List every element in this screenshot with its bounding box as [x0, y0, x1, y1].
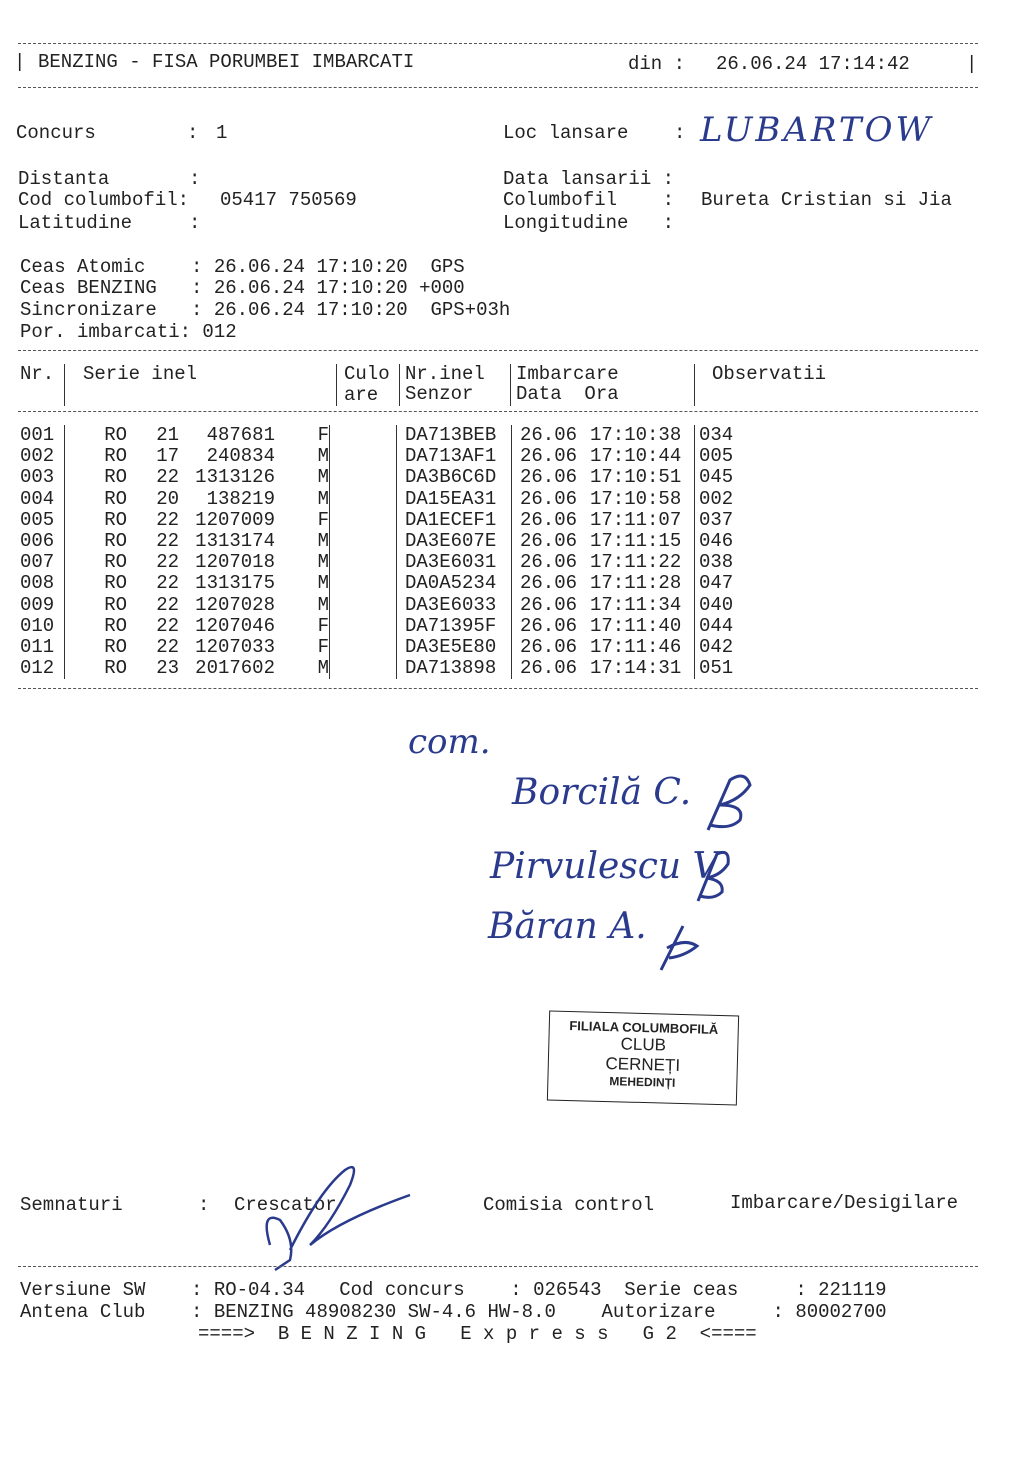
cell-culoare	[334, 573, 397, 594]
header-title: BENZING - FISA PORUMBEI IMBARCATI	[38, 51, 415, 73]
footer-top-rule	[18, 1266, 978, 1267]
cell-sex: M	[317, 657, 329, 680]
cell-sensor: DA3E5E80	[405, 636, 497, 659]
ceas-benzing: Ceas BENZING : 26.06.24 17:10:20 +000	[20, 277, 465, 299]
top-rule	[18, 43, 978, 44]
columbofil-value: Bureta Cristian si Jia	[701, 189, 952, 211]
cell-obs: 045	[699, 466, 734, 489]
cell-ring: 138219	[206, 487, 275, 510]
cell-obs: 040	[699, 593, 734, 616]
col-observatii-header: Observatii	[712, 363, 827, 385]
col-serie-header: Serie inel	[83, 363, 198, 385]
cell-date: 26.06	[520, 508, 578, 531]
cell-sex: M	[317, 593, 329, 616]
cell-country: RO	[104, 487, 127, 510]
cell-time: 17:10:58	[590, 487, 682, 510]
cell-culoare	[334, 510, 397, 531]
sincronizare: Sincronizare : 26.06.24 17:10:20 GPS+03h	[20, 299, 511, 321]
cell-year: 21	[156, 424, 179, 446]
col-culoare-header-2: are	[344, 384, 379, 406]
cell-obs: 005	[699, 445, 734, 468]
cell-culoare	[334, 552, 397, 573]
cell-time: 17:11:34	[590, 593, 682, 616]
cell-ring: 240834	[206, 445, 275, 468]
cell-culoare	[334, 446, 397, 467]
versiune-sw-line: Versiune SW : RO-04.34 Cod concurs : 026543 Serie ceas : 221119	[20, 1279, 887, 1301]
cell-year: 22	[156, 466, 179, 489]
antena-club-line: Antena Club : BENZING 48908230 SW-4.6 HW-8.0 Autorizare : 80002700	[20, 1301, 887, 1323]
cell-year: 17	[156, 445, 179, 468]
cell-date: 26.06	[520, 657, 578, 680]
cell-time: 17:11:28	[590, 572, 682, 595]
col-nrinel-header: Nr.inel	[405, 363, 485, 385]
table-row	[20, 658, 759, 679]
stamp-line-4: MEHEDINȚI	[609, 1074, 676, 1090]
cell-nr: 006	[20, 530, 55, 553]
cell-country: RO	[104, 551, 127, 574]
table-row	[20, 573, 759, 594]
benzing-express-line: ====> B E N Z I N G E x p r e s s G 2 <====	[198, 1323, 757, 1345]
cell-sex: M	[317, 487, 329, 510]
cell-culoare	[334, 531, 397, 552]
cell-obs: 038	[699, 551, 734, 574]
col-imbarcare-header: Imbarcare	[516, 363, 619, 385]
col-divider	[399, 364, 400, 406]
handwritten-name-1: Borcilă C.	[512, 772, 692, 813]
col-divider	[64, 364, 65, 406]
cell-time: 17:11:40	[590, 614, 682, 637]
cell-country: RO	[104, 530, 127, 553]
cell-country: RO	[104, 424, 127, 446]
cell-culoare	[334, 595, 397, 616]
col-nr-header: Nr.	[20, 363, 55, 385]
cell-ring: 1207018	[195, 551, 275, 574]
table-row	[20, 552, 759, 573]
col-culoare-header-1: Culo	[344, 363, 390, 385]
cell-sex: F	[317, 424, 329, 446]
cell-date: 26.06	[520, 466, 578, 489]
cell-sensor: DA3E6033	[405, 593, 497, 616]
table-row	[20, 467, 759, 488]
cell-time: 17:11:07	[590, 508, 682, 531]
cell-sensor: DA713898	[405, 657, 497, 680]
cell-sex: F	[317, 636, 329, 659]
cell-country: RO	[104, 614, 127, 637]
cell-year: 22	[156, 614, 179, 637]
cell-country: RO	[104, 445, 127, 468]
cell-obs: 051	[699, 657, 734, 680]
cell-year: 22	[156, 508, 179, 531]
cell-ring: 1313175	[195, 572, 275, 595]
cell-time: 17:11:15	[590, 530, 682, 553]
cell-ring: 1207033	[195, 636, 275, 659]
cell-nr: 011	[20, 636, 55, 659]
cell-year: 22	[156, 530, 179, 553]
cell-sex: M	[317, 445, 329, 468]
columbofil-label: Columbofil :	[503, 189, 675, 211]
col-data-ora-header: Data Ora	[516, 383, 619, 405]
cell-date: 26.06	[520, 551, 578, 574]
longitudine-label: Longitudine :	[503, 212, 675, 234]
semnaturi-label: Semnaturi	[20, 1194, 123, 1216]
cell-sensor: DA713AF1	[405, 445, 497, 468]
cell-ring: 487681	[206, 424, 275, 446]
cell-date: 26.06	[520, 636, 578, 659]
cell-time: 17:11:46	[590, 636, 682, 659]
cell-date: 26.06	[520, 593, 578, 616]
comisia-control-label: Comisia control	[483, 1194, 655, 1216]
col-divider	[336, 364, 337, 406]
cell-nr: 002	[20, 445, 55, 468]
cell-nr: 009	[20, 593, 55, 616]
cell-obs: 044	[699, 614, 734, 637]
cell-year: 22	[156, 636, 179, 659]
col-divider	[694, 364, 695, 406]
table-row	[20, 425, 759, 446]
cell-time: 17:10:51	[590, 466, 682, 489]
cod-columbofil-value: 05417 750569	[220, 189, 357, 211]
latitudine-label: Latitudine :	[18, 212, 201, 234]
loc-lansare-value: LUBARTOW	[700, 110, 934, 150]
cell-obs: 046	[699, 530, 734, 553]
data-lansarii-label: Data lansarii :	[503, 168, 675, 190]
cell-ring: 1207028	[195, 593, 275, 616]
cell-time: 17:10:38	[590, 424, 682, 446]
cell-obs: 042	[699, 636, 734, 659]
cell-date: 26.06	[520, 445, 578, 468]
cell-sensor: DA3B6C6D	[405, 466, 497, 489]
cell-nr: 001	[20, 424, 55, 446]
cell-obs: 047	[699, 572, 734, 595]
cell-sex: F	[317, 508, 329, 531]
porumbei-imbarcati: Por. imbarcati: 012	[20, 321, 237, 343]
club-stamp	[547, 1011, 739, 1106]
cell-year: 23	[156, 657, 179, 680]
cell-culoare	[334, 637, 397, 658]
table-row	[20, 637, 759, 658]
stamp-line-2: CLUB	[620, 1034, 667, 1055]
cell-nr: 005	[20, 508, 55, 531]
cell-sex: M	[317, 551, 329, 574]
imbarcare-desigilare-label: Imbarcare/Desigilare	[730, 1192, 959, 1214]
cell-sex: M	[317, 530, 329, 553]
cell-obs: 002	[699, 487, 734, 510]
cell-sex: F	[317, 614, 329, 637]
table-row	[20, 616, 759, 637]
handwritten-name-2: Pirvulescu V	[490, 846, 719, 887]
cell-ring: 1207046	[195, 614, 275, 637]
handwritten-com: com.	[408, 722, 491, 762]
table-top-rule	[18, 350, 978, 351]
cell-date: 26.06	[520, 614, 578, 637]
cell-time: 17:11:22	[590, 551, 682, 574]
cell-country: RO	[104, 508, 127, 531]
table-row	[20, 446, 759, 467]
ceas-atomic: Ceas Atomic : 26.06.24 17:10:20 GPS	[20, 256, 465, 278]
handwritten-name-3: Băran A.	[488, 906, 647, 947]
cell-nr: 004	[20, 487, 55, 510]
cell-date: 26.06	[520, 530, 578, 553]
cell-culoare	[334, 467, 397, 488]
cell-culoare	[334, 425, 397, 446]
table-row	[20, 510, 759, 531]
table-bottom-rule	[18, 688, 978, 689]
col-divider	[510, 364, 511, 406]
crescator-label: Crescator	[234, 1194, 337, 1216]
concurs-value: 1	[216, 122, 228, 144]
cell-ring: 1207009	[195, 508, 275, 531]
stamp-line-1: FILIALA COLUMBOFILĂ	[569, 1018, 719, 1037]
cell-culoare	[334, 489, 397, 510]
cell-year: 20	[156, 487, 179, 510]
cod-columbofil-label: Cod columbofil:	[18, 189, 190, 211]
cell-nr: 007	[20, 551, 55, 574]
cell-ring: 1313126	[195, 466, 275, 489]
semnaturi-colon: :	[198, 1194, 210, 1216]
cell-obs: 037	[699, 508, 734, 531]
initial-signature-1	[700, 770, 760, 840]
cell-date: 26.06	[520, 487, 578, 510]
cell-year: 22	[156, 572, 179, 595]
cell-nr: 012	[20, 657, 55, 680]
header-right-bar: |	[966, 53, 978, 75]
crescator-signature	[250, 1150, 420, 1285]
header-left-bar: |	[14, 51, 26, 73]
cell-date: 26.06	[520, 424, 578, 446]
cell-sensor: DA3E6031	[405, 551, 497, 574]
cell-year: 22	[156, 551, 179, 574]
cell-time: 17:14:31	[590, 657, 682, 680]
cell-sensor: DA15EA31	[405, 487, 497, 510]
concurs-label: Concurs :	[16, 122, 199, 144]
stamp-line-3: CERNEȚI	[605, 1054, 681, 1075]
cell-country: RO	[104, 466, 127, 489]
cell-culoare	[334, 616, 397, 637]
cell-sensor: DA0A5234	[405, 572, 497, 595]
cell-sensor: DA713BEB	[405, 424, 497, 446]
cell-sex: M	[317, 466, 329, 489]
cell-country: RO	[104, 636, 127, 659]
cell-nr: 008	[20, 572, 55, 595]
distanta-label: Distanta :	[18, 168, 201, 190]
cell-nr: 003	[20, 466, 55, 489]
table-header-rule	[18, 411, 978, 412]
table-row	[20, 595, 759, 616]
cell-date: 26.06	[520, 572, 578, 595]
cell-sensor: DA1ECEF1	[405, 508, 497, 531]
header-din-label: din :	[628, 53, 686, 75]
cell-ring: 2017602	[195, 657, 275, 680]
cell-sensor: DA71395F	[405, 614, 497, 637]
pigeon-table	[20, 425, 759, 679]
cell-culoare	[334, 658, 397, 679]
initial-signature-3	[655, 920, 705, 975]
cell-sensor: DA3E607E	[405, 530, 497, 553]
header-bottom-rule	[18, 87, 978, 88]
initial-signature-2	[692, 846, 742, 906]
cell-sex: M	[317, 572, 329, 595]
cell-year: 22	[156, 593, 179, 616]
table-row	[20, 489, 759, 510]
loc-lansare-label: Loc lansare :	[503, 122, 686, 144]
cell-country: RO	[104, 657, 127, 680]
header-datetime: 26.06.24 17:14:42	[716, 53, 910, 75]
cell-time: 17:10:44	[590, 445, 682, 468]
cell-country: RO	[104, 593, 127, 616]
table-row	[20, 531, 759, 552]
cell-ring: 1313174	[195, 530, 275, 553]
cell-obs: 034	[699, 424, 734, 446]
cell-nr: 010	[20, 614, 55, 637]
col-senzor-header: Senzor	[405, 383, 474, 405]
cell-country: RO	[104, 572, 127, 595]
